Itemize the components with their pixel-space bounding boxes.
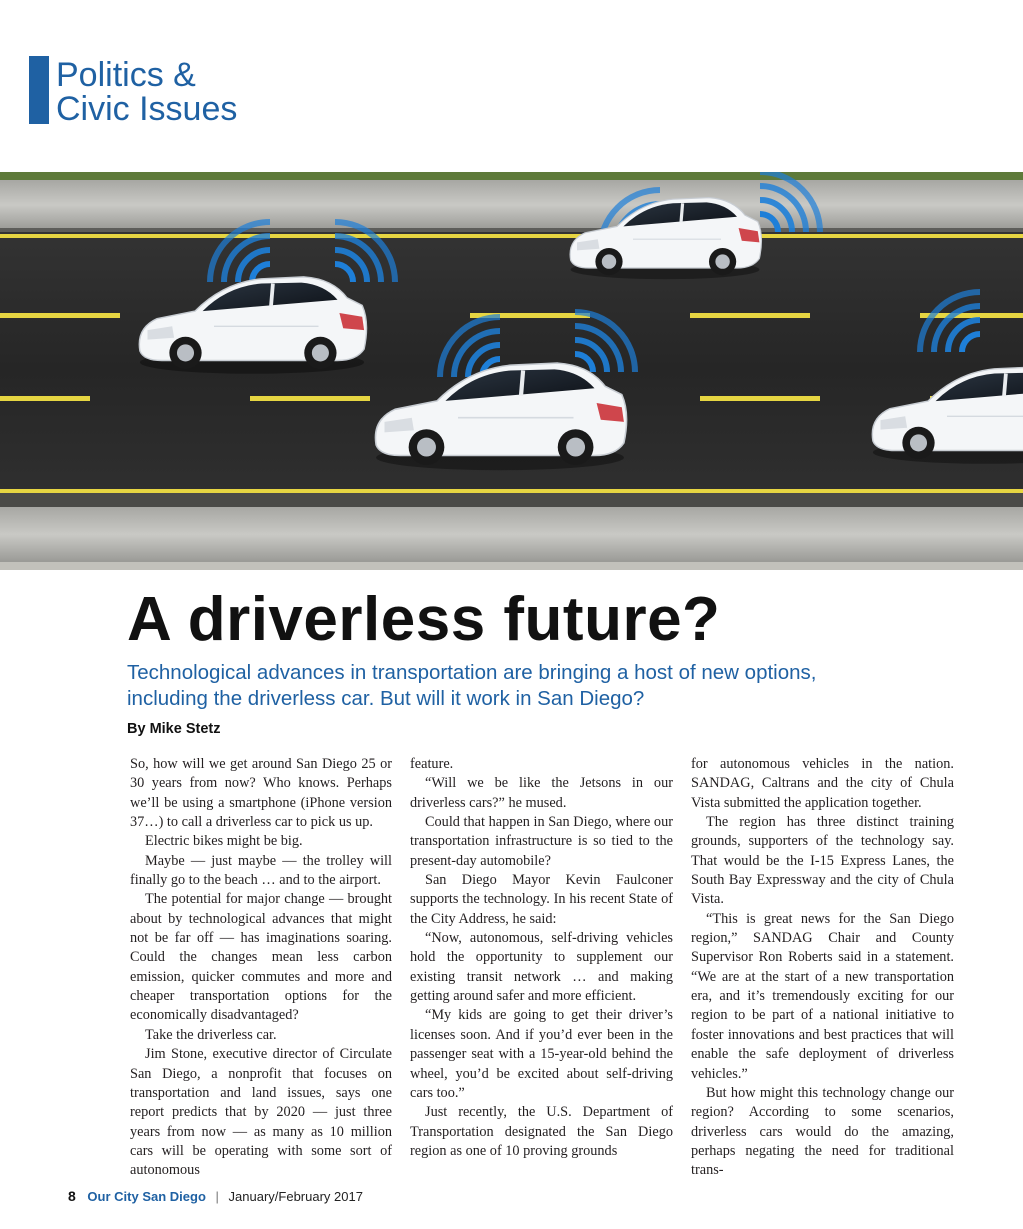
footer-separator: | xyxy=(215,1189,219,1204)
body-column-1 xyxy=(130,755,392,1181)
page-number: 8 xyxy=(68,1188,76,1204)
paragraph: Jim Stone, executive director of Circulate San Diego, a nonprofit that focuses on transportation and land issues, says one report predicts that by 2020 — just three years from now — as many as 10 million cars will be operating with some sort of autonomous xyxy=(130,1046,392,1179)
hero-illustration xyxy=(0,172,1023,570)
section-title xyxy=(56,58,237,126)
page-footer xyxy=(68,1188,363,1204)
issue-date: January/February 2017 xyxy=(228,1189,363,1204)
paragraph: But how might this technology change our region? According to some scenarios, driverless cars would do the amazing, perhaps negating the need for traditional trans- xyxy=(691,1084,954,1179)
article-deck: Technological advances in transportation are bringing a host of new options, including the driverless car. But will it work in San Diego? xyxy=(127,661,817,710)
paragraph: for autonomous vehicles in the nation. SANDAG, Caltrans and the city of Chula Vista submitted the application together. xyxy=(691,756,954,811)
article-byline: By Mike Stetz xyxy=(127,721,221,737)
paragraph: Maybe — just maybe — the trolley will finally go to the beach … and to the airport. xyxy=(130,852,392,889)
paragraph: feature. xyxy=(410,756,454,772)
body-column-2 xyxy=(410,755,673,1161)
publication-name: Our City San Diego xyxy=(87,1189,206,1204)
paragraph: San Diego Mayor Kevin Faulconer supports the technology. In his recent State of the City Address, he said: xyxy=(410,872,673,927)
paragraph: The potential for major change — brought about by technological advances that might not be far off — has imaginations soaring. Could the changes mean less carbon emission, quicker commutes and more and cheaper transportation options for the economically disadvantaged? xyxy=(130,891,392,1024)
paragraph: “Now, autonomous, self-driving vehicles hold the opportunity to supplement our existing transit network … and making getting around safer and more efficient. xyxy=(410,930,673,1005)
paragraph: “My kids are going to get their driver’s licenses soon. And if you’d ever been in the passenger seat with a 15-year-old behind the wheel, you’d be excited about self-driving cars too.” xyxy=(410,1007,673,1101)
paragraph: Electric bikes might be big. xyxy=(145,833,303,850)
paragraph: “Will we be like the Jetsons in our driverless cars?” he mused. xyxy=(410,775,673,811)
section-title-line2: Civic Issues xyxy=(56,90,238,128)
body-column-3 xyxy=(691,755,954,1181)
paragraph: The region has three distinct training grounds, supporters of the technology say. That would be the I-15 Express Lanes, the South Bay Expressway and the city of Chula Vista. xyxy=(691,814,954,908)
paragraph: Just recently, the U.S. Department of Transportation designated the San Diego region as one of 10 proving grounds xyxy=(410,1104,673,1159)
paragraph: “This is great news for the San Diego region,” SANDAG Chair and County Supervisor Ron Roberts said in a statement. “We are at the start of a new transportation era, and it’s tremendously exciting for our region to be part of a national initiative to foster innovations and best practices that will enable the safe deployment of driverless vehicles.” xyxy=(691,910,954,1082)
section-title-line1: Politics & xyxy=(56,56,196,94)
paragraph: So, how will we get around San Diego 25 or 30 years from now? Who knows. Perhaps we’ll be using a smartphone (iPhone version 37…) to call a driverless car to pick us up. xyxy=(130,756,392,831)
article-headline: A driverless future? xyxy=(127,585,721,654)
paragraph: Take the driverless car. xyxy=(145,1026,277,1043)
paragraph: Could that happen in San Diego, where our transportation infrastructure is so tied to the present-day automobile? xyxy=(410,814,673,869)
section-marker xyxy=(29,56,49,124)
